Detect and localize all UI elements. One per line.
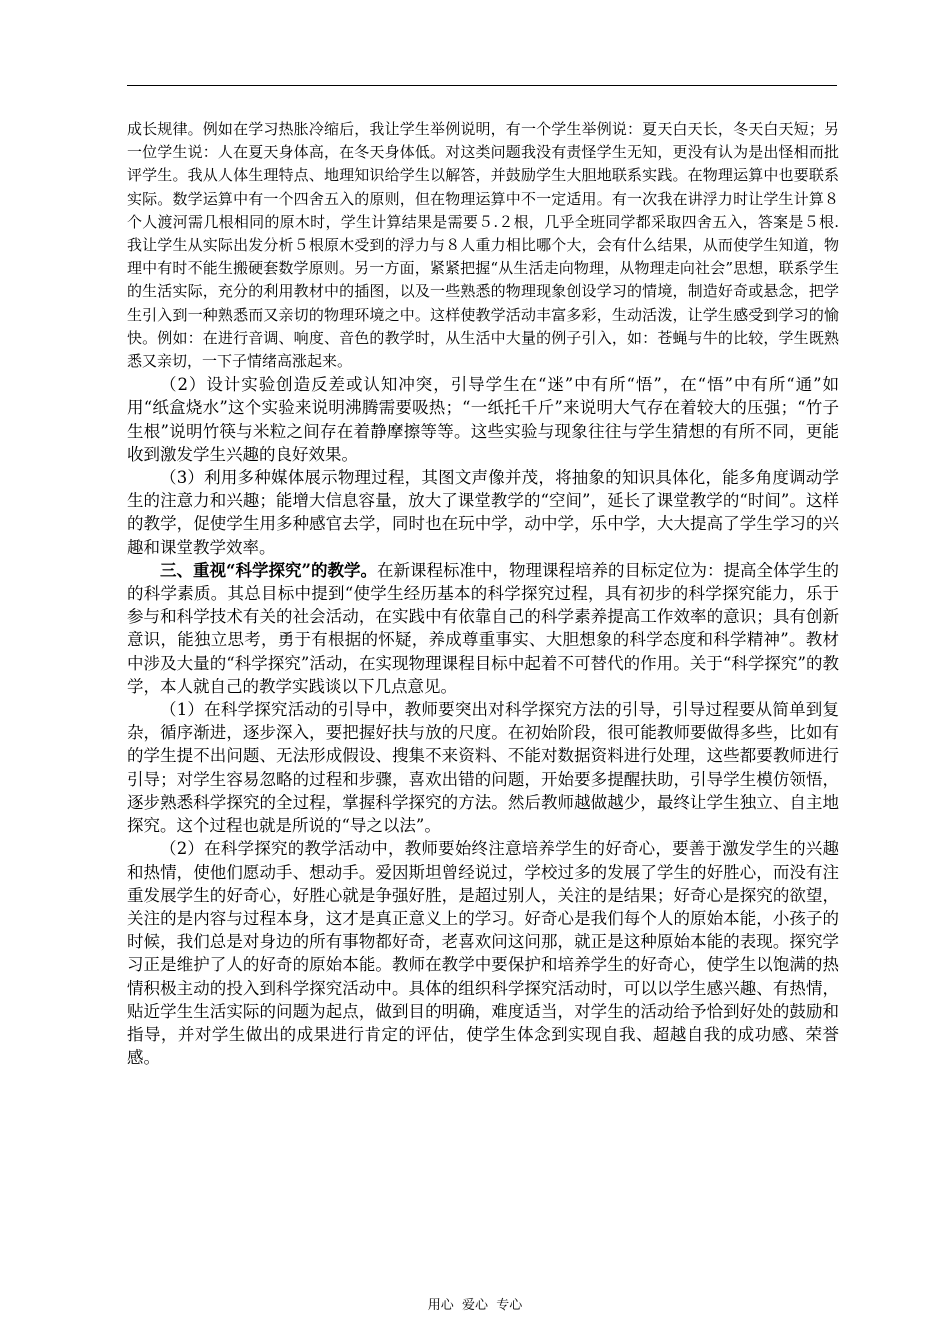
document-body xyxy=(127,118,839,1069)
paragraph-section-three xyxy=(127,559,839,698)
section-body: 在新课程标准中，物理课程培养的目标定位为：提高全体学生的的科学素质。其总目标中提到“使学生经历基本的科学探究过程，具有初步的科学探究能力，乐于参与和科学技术有关的社会活动，在实践中有依靠自己的科学素养提高工作效率的意识；具有创新意识，能独立思考，勇于有根据的怀疑，养成尊重事实、大胆想象的科学态度和科学精神”。教材中涉及大量的“科学探究”活动，在实现物理课程目标中起着不可替代的作用。关于“科学探究”的教学，本人就自己的教学实践谈以下几点意见。 xyxy=(127,560,840,696)
paragraph-guidance: （1）在科学探究活动的引导中，教师要突出对科学探究方法的引导，引导过程要从简单到复杂，循序渐进，逐步深入，要把握好扶与放的尺度。在初始阶段，很可能教师要做得多些，比如有的学生提不出问题、无法形成假设、搜集不来资料、不能对数据资料进行处理，这些都要教师进行引导；对学生容易忽略的过程和步骤，喜欢出错的问题，开始要多提醒扶助，引导学生模仿领悟，逐步熟悉科学探究的全过程，掌握科学探究的方法。然后教师越做越少，最终让学生独立、自主地探究。这个过程也就是所说的“导之以法”。 xyxy=(127,700,839,836)
paragraph-curiosity: （2）在科学探究的教学活动中，教师要始终注意培养学生的好奇心，要善于激发学生的兴趣和热情，使他们愿动手、想动手。爱因斯坦曾经说过，学校过多的发展了学生的好胜心，而没有注重发展学生的好奇心，好胜心就是争强好胜，是超过别人，关注的是结果；好奇心是探究的欲望，关注的是内容与过程本身，这才是真正意义上的学习。好奇心是我们每个人的原始本能，小孩子的时候，我们总是对身边的所有事物都好奇，老喜欢问这问那，就正是这种原始本能的表现。探究学习正是维护了人的好奇的原始本能。教师在教学中要保护和培养学生的好奇心，使学生以饱满的热情积极主动的投入到科学探究活动中。具体的组织科学探究活动时，可以以学生感兴趣、有热情，贴近学生生活实际的问题为起点，做到目的明确，难度适当，对学生的活动给予恰到好处的鼓励和指导，并对学生做出的成果进行肯定的评估，使学生体念到实现自我、超越自我的成功感、荣誉感。 xyxy=(127,839,839,1068)
header-rule xyxy=(127,85,837,86)
page-footer: 用心 爱心 专心 xyxy=(427,1298,523,1313)
paragraph-experiment-contrast: （2）设计实验创造反差或认知冲突，引导学生在“迷”中有所“悟”，在“悟”中有所“通”如用“纸盒烧水”这个实验来说明沸腾需要吸热；“一纸托千斤”来说明大气存在着较大的压强；“竹子生根”说明竹筷与米粒之间存在着静摩擦等等。这些实验与现象往往与学生猜想的有所不同，更能收到激发学生兴趣的良好效果。 xyxy=(127,375,839,464)
paragraph-growth-law: 成长规律。例如在学习热胀冷缩后，我让学生举例说明，有一个学生举例说：夏天白天长，冬天白天短；另一位学生说：人在夏天身体高，在冬天身体低。对这类问题我没有责怪学生无知，更没有认为是出怪相而批评学生。我从人体生理特点、地理知识给学生以解答，并鼓励学生大胆地联系实践。在物理运算中也要联系实际。数学运算中有一个四舍五入的原则，但在物理运算中不一定适用。有一次我在讲浮力时让学生计算８个人渡河需几根相同的原木时，学生计算结果是需要５.２根，几乎全班同学都采取四舍五入，答案是５根.我让学生从实际出发分析５根原木受到的浮力与８人重力相比哪个大，会有什么结果，从而使学生知道，物理中有时不能生搬硬套数学原则。另一方面，紧紧把握“从生活走向物理，从物理走向社会”思想，联系学生的生活实际，充分的利用教材中的插图，以及一些熟悉的物理现象创设学习的情境，制造好奇或悬念，把学生引入到一种熟悉而又亲切的物理环境之中。这样使教学活动丰富多彩，生动活泼，让学生感受到学习的愉快。例如：在进行音调、响度、音色的教学时，从生活中大量的例子引入，如：苍蝇与牛的比较，学生既熟悉又亲切，一下子情绪高涨起来。 xyxy=(127,120,839,371)
paragraph-multimedia: （3）利用多种媒体展示物理过程，其图文声像并茂，将抽象的知识具体化，能多角度调动学生的注意力和兴趣；能增大信息容量，放大了课堂教学的“空间”，延长了课堂教学的“时间”。这样的教学，促使学生用多种感官去学，同时也在玩中学，动中学，乐中学，大大提高了学生学习的兴趣和课堂教学效率。 xyxy=(127,468,839,557)
section-heading: 三、重视“科学探究”的教学。 xyxy=(160,560,377,580)
